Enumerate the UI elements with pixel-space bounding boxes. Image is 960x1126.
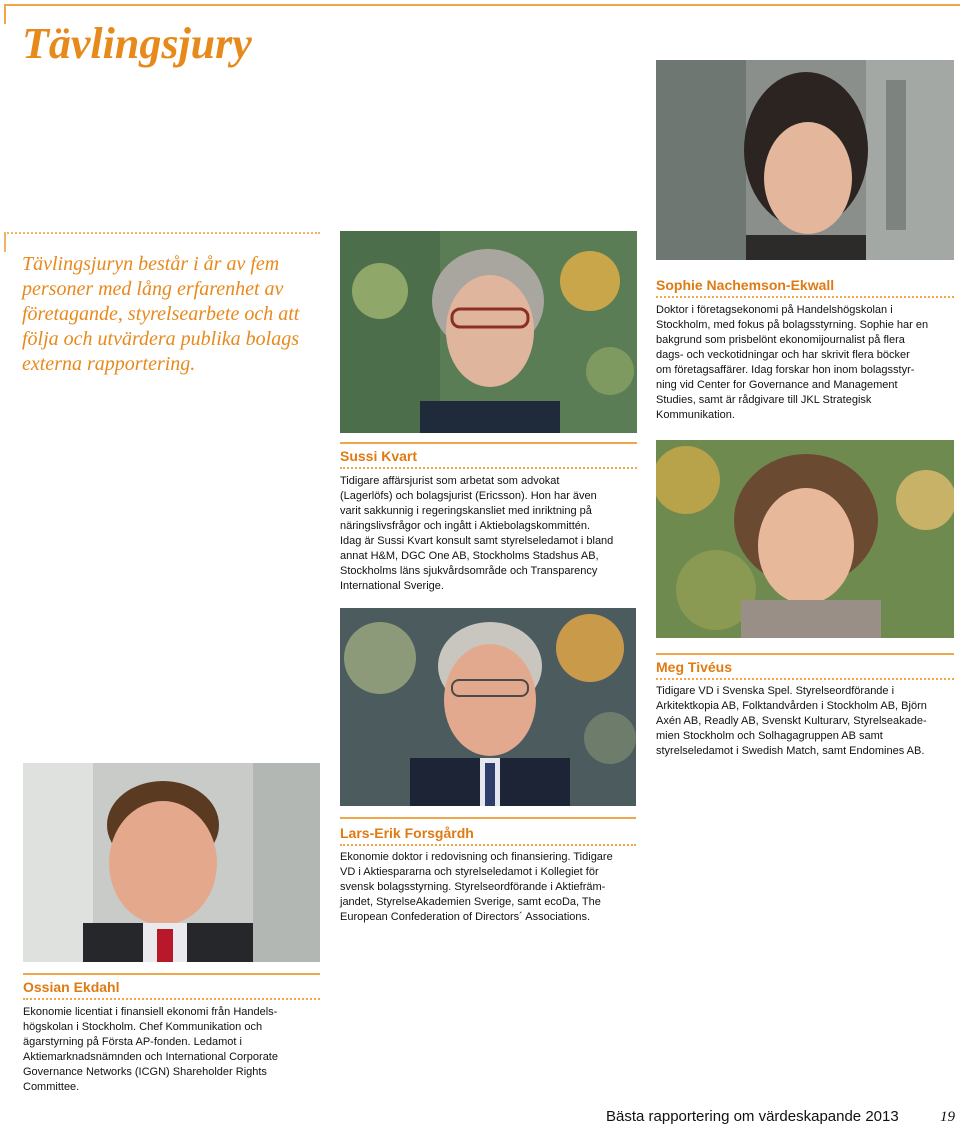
bio-line: näringslivsfrågor och ingått i Aktiebolagskommittén. — [340, 520, 591, 532]
bio-line: bakgrund som prisbelönt ekonomijournalist på flera — [656, 334, 905, 346]
bio-line: mien Stockholm och Solhagagruppen AB samt — [656, 730, 883, 742]
jury-name-lars-erik-forsgardh: Lars-Erik Forsgårdh — [340, 825, 474, 841]
portrait-ossian-ekdahl — [23, 763, 320, 962]
bio-line: Axén AB, Readly AB, Svenskt Kulturarv, Styrelseakade- — [656, 715, 927, 727]
bio-line: ägarstyrning på Första AP-fonden. Ledamot i — [23, 1036, 242, 1048]
name-rule — [656, 296, 954, 298]
bio-line: ning vid Center for Governance and Management — [656, 379, 898, 391]
bio-line: Kommunikation. — [656, 409, 735, 421]
bio-line: VD i Aktiespararna och styrelseledamot i Kollegiet för — [340, 866, 599, 878]
portrait-sophie-nachemson-ekwall — [656, 60, 954, 260]
name-rule — [340, 467, 637, 469]
bio-line: (Lagerlöfs) och bolagsjurist (Ericsson). Hon har även — [340, 490, 597, 502]
bio-line: Ekonomie doktor i redovisning och finansiering. Tidigare — [340, 851, 613, 863]
bio-line: Tidigare VD i Svenska Spel. Styrelseordförande i — [656, 685, 895, 697]
bio-line: Ekonomie licentiat i finansiell ekonomi från Handels- — [23, 1006, 278, 1018]
footer-title: Bästa rapportering om värdeskapande 2013 — [606, 1108, 899, 1125]
bio-line: Aktiemarknadsnämnden och International Corporate — [23, 1051, 278, 1063]
intro-rule-mark — [4, 232, 6, 252]
page-title: Tävlingsjury — [22, 19, 252, 68]
jury-bio-meg-tiveus — [656, 684, 960, 759]
name-rule — [656, 678, 954, 680]
bio-line: Idag är Sussi Kvart konsult samt styrelseledamot i bland — [340, 535, 614, 547]
bio-line: Studies, samt är rådgivare till JKL Strategisk — [656, 394, 872, 406]
bio-line: svensk bolagsstyrning. Styrelseordförande i Aktiefräm- — [340, 881, 606, 893]
portrait-lars-erik-forsgardh — [340, 608, 636, 806]
jury-bio-ossian-ekdahl — [23, 1005, 323, 1095]
name-rule-top — [656, 653, 954, 655]
page-number: 19 — [940, 1109, 955, 1125]
intro-text: Tävlingsjuryn består i år av fem personer med lång erfarenhet av företagande, styrelsearbete och att följa och utvärdera publika bolags externa rapportering. — [22, 253, 300, 375]
jury-name-sussi-kvart: Sussi Kvart — [340, 448, 418, 464]
jury-bio-lars-erik-forsgardh — [340, 850, 650, 925]
jury-bio-sussi-kvart — [340, 474, 650, 594]
intro-rule — [4, 232, 320, 234]
bio-line: jandet, StyrelseAkademien Sverige, samt ecoDa, The — [340, 896, 601, 908]
jury-name-ossian-ekdahl: Ossian Ekdahl — [23, 979, 120, 995]
name-rule-top — [340, 817, 636, 819]
bio-line: Stockholms läns sjukvårdsområde och Transparency — [340, 565, 598, 577]
top-rule — [4, 4, 960, 6]
bio-line: European Confederation of Directors´ Associations. — [340, 911, 591, 923]
bio-line: Doktor i företagsekonomi på Handelshögskolan i — [656, 304, 893, 316]
bio-line: Arkitektkopia AB, Folktandvården i Stockholm AB, Björn — [656, 700, 927, 712]
bio-line: varit sakkunnig i regeringskansliet med inriktning på — [340, 505, 592, 517]
portrait-sussi-kvart — [340, 231, 637, 433]
bio-line: Governance Networks (ICGN) Shareholder Rights — [23, 1066, 267, 1078]
jury-name-meg-tiveus: Meg Tivéus — [656, 659, 732, 675]
top-rule-mark — [4, 4, 6, 24]
name-rule — [23, 998, 320, 1000]
jury-bio-sophie-nachemson-ekwall — [656, 303, 960, 423]
name-rule — [340, 844, 636, 846]
bio-line: Stockholm, med fokus på bolagsstyrning. Sophie har en — [656, 319, 929, 331]
bio-line: annat H&M, DGC One AB, Stockholms Stadshus AB, — [340, 550, 599, 562]
name-rule-top — [23, 973, 320, 975]
bio-line: Tidigare affärsjurist som arbetat som advokat — [340, 475, 560, 487]
bio-line: Committee. — [23, 1081, 80, 1093]
bio-line: högskolan i Stockholm. Chef Kommunikation och — [23, 1021, 263, 1033]
bio-line: styrelseledamot i Swedish Match, samt Endomines AB. — [656, 745, 925, 757]
bio-line: International Sverige. — [340, 580, 444, 592]
name-rule-top — [340, 442, 637, 444]
portrait-meg-tiveus — [656, 440, 954, 638]
bio-line: dags- och veckotidningar och har skrivit flera böcker — [656, 349, 910, 361]
jury-name-sophie-nachemson-ekwall: Sophie Nachemson-Ekwall — [656, 277, 835, 293]
bio-line: om företagsaffärer. Idag forskar hon inom bolagsstyr- — [656, 364, 915, 376]
